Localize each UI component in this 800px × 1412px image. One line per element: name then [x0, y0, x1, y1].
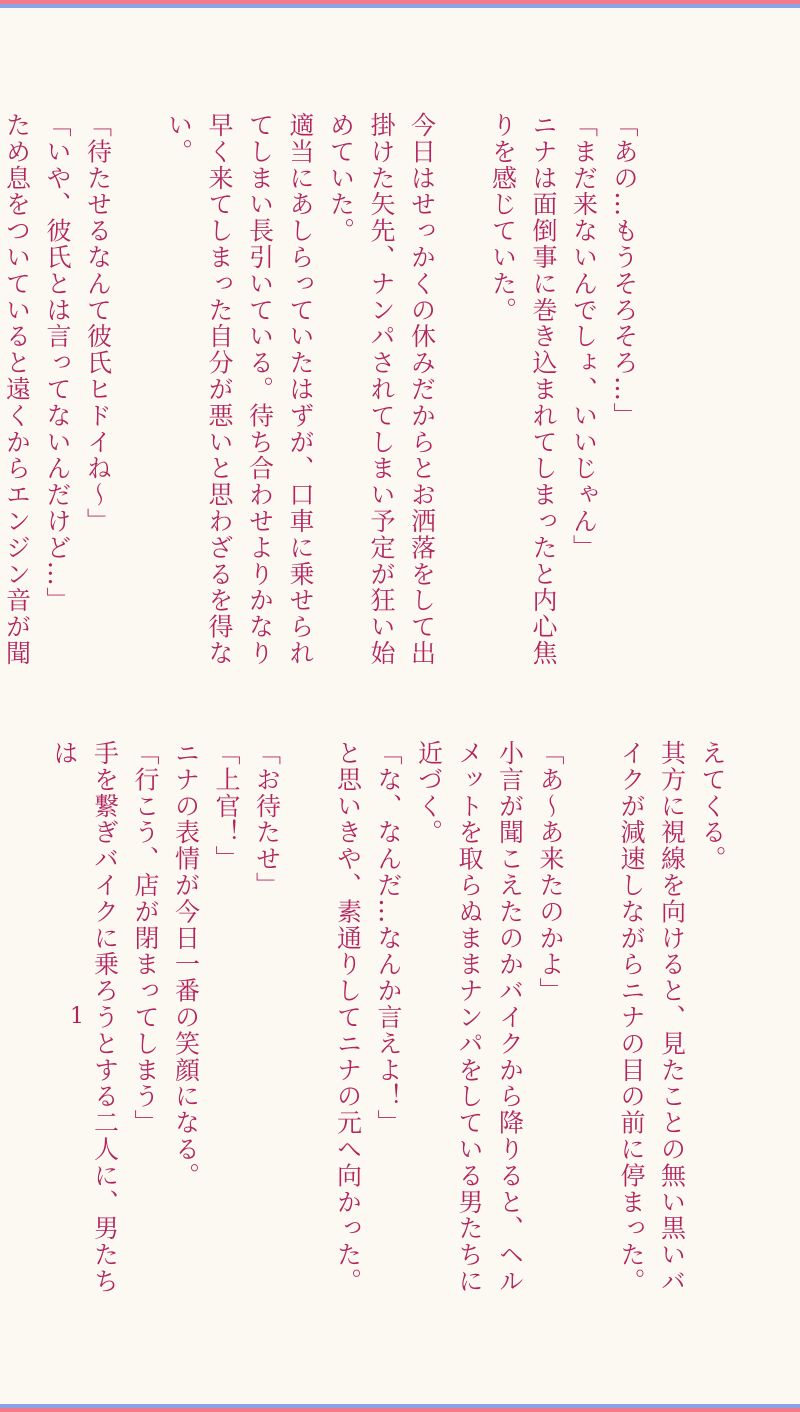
text-line: 「待たせるなんて彼氏ヒドイね～」	[83, 112, 113, 535]
top-decorative-stripe	[0, 0, 800, 8]
bottom-decorative-stripe	[0, 1404, 800, 1412]
text-line: ニナの表情が今日一番の笑顔になる。	[171, 740, 201, 1189]
blank-line	[442, 112, 483, 672]
text-line: 今日はせっかくの休みだからとお洒落をして出掛けた矢先、ナンパされてしまい予定が狂い始めていた。	[326, 112, 437, 667]
blank-line	[118, 112, 159, 672]
text-line: 「お待たせ」	[252, 740, 282, 899]
text-line: 「あの…もうそろそろ…」	[610, 112, 639, 429]
text-line: 「行こう、店が閉まってしまう」	[131, 740, 160, 1136]
text-line: 小言が聞こえたのかバイクから降りると、ヘルメットを取らぬままナンパをしている男たちに近づく。	[414, 740, 525, 1295]
text-line: 其方に視線を向けると、見たことの無い黒いバイクが減速しながらニナの目の前に停まった。	[617, 740, 687, 1295]
page-number: 1	[70, 1004, 84, 1029]
text-line: ため息をついていると遠くからエンジン音が聞	[2, 112, 32, 667]
text-line: 手を繋ぎバイクに乗ろうとする二人に、男たちは	[50, 740, 120, 1295]
text-line: 「まだ来ないんでしょ、いいじゃん」	[569, 112, 599, 561]
text-line: 「いや、彼氏とは言ってないんだけど…」	[43, 112, 72, 614]
text-line: 「あ～あ来たのかよ」	[536, 740, 565, 1004]
text-line: 「上官！」	[212, 740, 241, 872]
lower-text-block	[50, 740, 732, 1300]
text-line: ニナは面倒事に巻き込まれてしまったと内心焦りを感じていた。	[488, 112, 558, 667]
blank-line	[570, 740, 611, 1300]
text-line: 「な、なんだ…なんか言えよ！」	[374, 740, 403, 1136]
text-line: と思いきや、素通りしてニナの元へ向かった。	[333, 740, 363, 1295]
upper-text-block	[2, 112, 644, 672]
blank-line	[287, 740, 328, 1300]
text-line: えてくる。	[698, 740, 727, 872]
text-line: 適当にあしらっていたはずが、口車に乗せられてしまい長引いている。待ち合わせよりかなり早く来てしまった自分が悪いと思わざるを得ない。	[164, 112, 315, 667]
